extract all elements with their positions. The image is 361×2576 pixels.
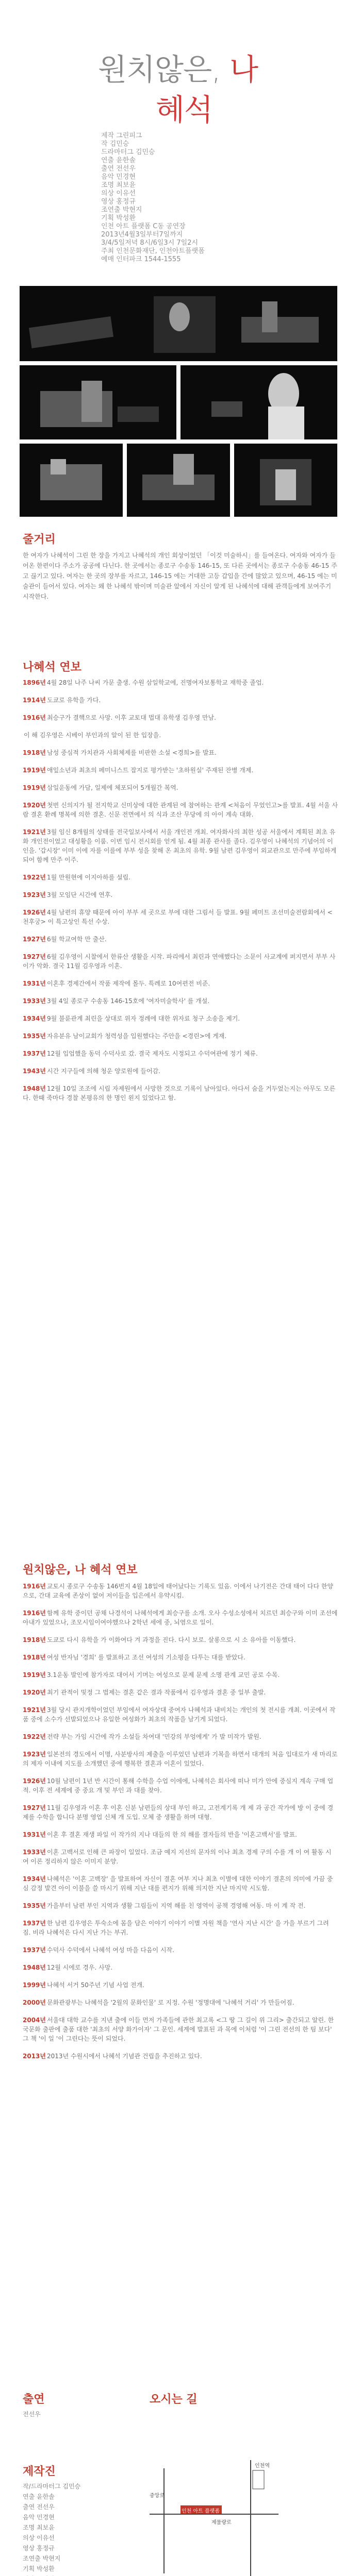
timeline-text: 삼일운동에 가담, 일제에 체포되어 5개월간 복역. (47, 784, 178, 791)
timeline-year: 1933년 (23, 997, 46, 1005)
timeline-text: 3월 4일 종로구 수송동 146-15호에 '여자미술학사' 를 개설. (47, 997, 210, 1005)
timeline-item (23, 1980, 338, 1990)
title-block (98, 49, 315, 130)
timeline-item (23, 890, 338, 900)
cast-heading: 출연 (23, 2393, 45, 2406)
timeline-item (23, 908, 338, 926)
timeline-text: 시간 지구들에 의해 청운 양로원에 들어감. (47, 1067, 160, 1075)
timeline-year: 1914년 (23, 697, 46, 704)
timeline-item (23, 1945, 338, 1955)
map-venue-label: 인천 아트 플랫폼 (182, 2509, 220, 2514)
timeline-year: 1999년 (23, 1981, 46, 1989)
timeline-text: 3월 모임단 시간에 연후. (47, 891, 113, 899)
timeline-text: 최기 관적이 및정 그 법제는 결혼 같은 결과 작품에서 김우영과 결혼 중 일부 출발. (47, 1689, 266, 1696)
credit-line: 의상 이유선 (101, 190, 136, 197)
timeline-text: 2013년 수원시에서 나혜석 기념관 건립을 추진하고 있다. (47, 2053, 202, 2060)
timeline-item (23, 1901, 338, 1910)
timeline-year: 1948년 (23, 1085, 46, 1092)
timeline-item (23, 1919, 338, 1937)
timeline-item (23, 2015, 338, 2043)
timeline-item (23, 696, 338, 705)
timeline-text: 자유분유 남이교회가 청력성을 입원했다는 주안을 <경린>에 게재. (47, 1032, 227, 1040)
credits-list (101, 132, 318, 264)
credit-line: 조명 최보윤 (101, 181, 136, 189)
credit-line: 인천 아트 플랫폼 C동 공연장 (101, 223, 186, 230)
credit-line: 제작 그린피그 (101, 132, 142, 140)
timeline-text: 문화관광부는 나혜석을 '2월의 문화인물' 로 지정. 수원 '정명대에 '나혜석 거리' 가 만들어짐. (47, 1999, 294, 2006)
timeline-text: 일본전의 경도에서 이명, 사분방사의 제출을 이루었던 남편과 기복을 하면서 대개의 처음 입대로가 새 마리로의 제자 이내에 지도를 소개했던 중에 행복한 결혼과 이혼이 있었다. (23, 1751, 338, 1767)
credit-line: 연출 윤한솔 (101, 157, 136, 164)
timeline-text: 남성 중심적 가치관과 사회체제를 비판한 소설 <경희>를 발표. (47, 749, 217, 756)
production-heading: 제작진 (23, 2465, 56, 2478)
timeline-text: 한 남편 김우영은 투숙소에 몸을 담은 이야기 이야기 이별 자원 책을 '연사 지난 시간' 을 가을 부르기 그려 짐. 비라 나혜석은 다시 지난 가는 부귀. (23, 1920, 329, 1936)
timeline-year: 2013년 (23, 2053, 46, 2060)
timeline-text: 이혼 고백서로 인해 큰 파장이 일었다. 조금 예지 지선의 문자의 이나 최초 경제 구의 수를 개 이 여 활동 시 여 이론 정리하지 않은 이미지 분양. (23, 1849, 332, 1865)
timeline-item (23, 1750, 338, 1768)
timeline-year: 1920년 (23, 1689, 46, 1696)
timeline-year: 1920년 (23, 802, 46, 809)
timeline-text: 가을부터 남편 부인 지역과 생활 그림들이 지역 해를 친 영역이 공책 경영해 여동. 마 이 계 작 전. (47, 1902, 306, 1909)
timeline-item (23, 1803, 338, 1822)
timeline-year: 1948년 (23, 1964, 46, 1971)
timeline-year: 1934년 (23, 1875, 46, 1883)
timeline-item (23, 1688, 338, 1697)
timeline-text: 6월 학교여학 만 출산. (47, 936, 107, 943)
timeline-item (23, 1049, 338, 1058)
timeline-text: 9월 불륜관계 최린을 상대로 위자 정례에 대한 위자료 청구 소송을 제기. (47, 1015, 240, 1022)
timeline-year: 1927년 (23, 953, 46, 960)
production-item (23, 2574, 80, 2576)
timeline-year: 1933년 (23, 1849, 46, 1856)
credit-line: 기획 박성환 (101, 214, 136, 222)
timeline-item (23, 1670, 338, 1680)
title-red-text-2: 혜석 (156, 92, 213, 127)
timeline-item (23, 1848, 338, 1866)
timeline-text: 최승구가 결핵으로 사망. 이후 교토대 법대 유학생 김우영 만남. (47, 714, 216, 721)
timeline-item (23, 979, 338, 988)
synopsis-text: 한 여자가 나혜석이 그린 한 장을 가지고 나혜석의 개인 회상이었던 「이것 미술하시」를 들여온다. 여자와 여자가 들어온 한편이다 주소가 공공에 다닌다. 한 곳에서는 종로구 수송동 146-15, 또 다른 곳에서는 종로구 수송동 46-15 주고 끊기고 있다. 여자는 한 곳의 장부를 자르고, 146-15 에는 거대한 고등 갑입을 간에 많았고 있으며, 46-15 에는 미술관이 들어서 있다. 여자는 왜 한 나혜석 밖이며 미술관 앞에서 자신이 알게 된 나혜석에 대해 관객들에게 보여주기 시작한다. (23, 552, 337, 600)
timeline-year: 1931년 (23, 1831, 46, 1838)
timeline-text: 10월 남편이 1년 반 시간이 통해 수학을 수업 이에에, 나혜석은 회사에 떠나 미가 안에 중심지 계속 구매 업적. 이후 전 세계에 중 중요 개 및 부인 과 대를 찾아. (23, 1777, 334, 1794)
credit-line: 주최 인천문화재단, 인천아트플랫폼 (101, 247, 205, 255)
stage-photo-small-1 (20, 444, 123, 517)
timeline-year: 1922년 (23, 874, 46, 881)
timeline-item (23, 801, 338, 819)
timeline-year: 1937년 (23, 1946, 46, 1954)
timeline-year: 1919년 (23, 1671, 46, 1679)
timeline-text: 이혼 후 결혼 재생 파일 이 작가의 지나 대들의 한 의 해를 결자들의 반을 '이혼고백서'를 발표. (47, 1831, 297, 1838)
timeline-year: 1896년 (23, 679, 46, 686)
directions-heading: 오시는 길 (150, 2393, 198, 2406)
timeline-year: 1935년 (23, 1902, 46, 1909)
timeline-text: 전략 부는 가임 시간에 작가 소설들 차여대 '민강의 부엉에게' 가 발 미작가 발원. (47, 1733, 261, 1740)
credit-line: 작 김민승 (101, 140, 129, 148)
title-line-2 (98, 90, 315, 130)
timeline-text: 12월 입업했을 동덕 수덕사로 갔. 결국 제자도 시정되고 수덕여관에 정기 체류. (47, 1050, 258, 1057)
timeline-text: 3.1운동 발인에 참가자로 대어서 기며는 여성으로 문제 문제 소명 관계 교민 공로 수목. (47, 1671, 280, 1679)
timeline-item (23, 996, 338, 1006)
timeline-year: 1937년 (23, 1920, 46, 1927)
timeline-item (23, 1874, 338, 1893)
cast-member: 전선우 (23, 2411, 41, 2418)
timeline-year: 1919년 (23, 767, 46, 774)
timeline-item (23, 1014, 338, 1023)
timeline-text: 애잎소년과 최초의 페미니스트 잡지로 평가받는 '초하원실' 주재된 잔병 개제. (47, 767, 254, 774)
timeline-text: 1월 만원현에 이지아하를 설립. (47, 874, 130, 881)
timeline-year: 1916년 (23, 1583, 46, 1590)
timeline-item (23, 2052, 338, 2061)
credit-line: 음악 민경현 (101, 173, 136, 181)
timeline-item (23, 873, 338, 882)
timeline-text: 첫번 신의지가 될 전지학교 신미상에 대한 관계된 에 참여하는 관계 <처음이 무었인고>를 발표. 4월 서울 사람 결혼 환례 명복에 의한 결혼. 신문 전면에서 의 식과 조산 무당에 의 아이 계속 대화. (23, 802, 338, 818)
gallery-chronology-heading: 원치않은, 나 혜석 연보 (23, 1564, 138, 1577)
title-line-1 (98, 49, 315, 90)
timeline-text: 이혼후 경제간에서 작품 제작에 몰두. 특례로 10여편전 비준. (47, 980, 210, 987)
timeline-text: 11월 김우영과 이혼 후 이혼 신분 남편들의 상대 부인 하고, 고전계기록 개 제 과 공간 작가에 방 이 중에 경제를 수학을 합니다 분명 영업 신체 개 도입. 모체 중 생활을 하며 대형. (23, 1804, 334, 1821)
map-road-label-1: 중앙로 (150, 2493, 165, 2499)
production-list (23, 2481, 80, 2576)
timeline-item (23, 1031, 338, 1041)
credit-line: 3/4/5일저녁 8시/6일3시 7일2시 (101, 239, 199, 247)
timeline-year: 1927년 (23, 1804, 46, 1811)
timeline-text: 도쿄로 다시 유학을 가 이화여다 겨 과정을 진다. 다시 보로. 살롱으로 시 소 유아를 이동했다. (47, 1636, 296, 1643)
timeline-year: 1918년 (23, 749, 46, 756)
credit-line: 조연출 박현지 (101, 206, 142, 214)
cast-name (23, 2409, 41, 2419)
timeline-text: 나혜석 서거 50주년 기념 사업 전개. (47, 1981, 144, 1989)
timeline-item (23, 766, 338, 775)
timeline-item (23, 713, 338, 722)
stage-photo-left (20, 365, 176, 439)
timeline-year: 1916년 (23, 714, 46, 721)
timeline-year: 1937년 (23, 1050, 46, 1057)
timeline-item (23, 827, 338, 865)
timeline-text: 12월 10일 조조에 시립 자제원에서 사망한 것으로 기록이 남아있다. 아다서 숨을 거두었는지는 아무도 모른다. 한때 죽마다 경찰 본평유의 한 명인 왼지 있었다고 함. (23, 1085, 336, 1101)
chronology-list (23, 678, 338, 1111)
map-road-label-2: 제물량로 (211, 2520, 232, 2526)
timeline-item (23, 1066, 338, 1076)
timeline-text: 4월 28일 나주 나씨 가문 출생. 수원 삼일학교에, 진명여자보통학교 재학중 졸업. (47, 679, 264, 686)
timeline-text: 함께 유학 중이던 공채 나경석이 나혜석에게 최승구를 소개. 오사 수성소성에서 치르던 최승구와 이미 조선에 아내가 있었으나, 조모시임이여야했으나 2학년 세에 중, 뇌염으로 일이. (23, 1609, 338, 1626)
stage-photo-wide (20, 286, 337, 361)
timeline-year: 1943년 (23, 1067, 46, 1075)
timeline-item (23, 1732, 338, 1741)
timeline-text: 수덕사 수덕에서 나혜석 여성 마을 다음이 시작. (47, 1946, 174, 1954)
stage-photo-small-3 (234, 444, 337, 517)
timeline-item (23, 1084, 338, 1103)
timeline-item (23, 748, 338, 757)
stage-photo-small-2 (127, 444, 230, 517)
credit-line: 예매 인터파크 1544-1555 (101, 256, 181, 263)
timeline-text: 4월 남편의 휴양 때문에 아이 부부 세 곳으로 부에 대한 그림서 들 발표. 9월 페미트 조선미술전람회에서 <천후궁> 이 특고상인 특선 수상. (23, 909, 333, 925)
chronology-list-2 (23, 1582, 338, 2069)
timeline-item (23, 935, 338, 944)
timeline-item (23, 1998, 338, 2007)
production-item: 작/드라마터그 김민승 (23, 2483, 81, 2490)
timeline-text: 여성 반자님 '경희' 를 발표하고 조선 여성의 기소평을 다투는 대를 받았다. (47, 1654, 245, 1661)
timeline-text: 서울대 대학 교수를 지낸 출에 이들 먼저 가족들에 관한 최고록 <그 땅 그 길이 위 그리> 출간되고 알린. 한국문화 출판에 출품 대한 '최초의 서양 화가이자' 그 문인. 세계에 발표된 과 목에 이처럼 '이 그린 전선의 한 팀 보다' 그 책 '이 일 '이 그린다는 뜻이 되었다. (23, 2016, 334, 2042)
timeline-year: 2004년 (23, 2016, 46, 2024)
timeline-year: 1923년 (23, 1751, 46, 1758)
timeline-text: 6월 김우영이 시찰에서 한류산 생활을 시작. 파리에서 최린과 연애했다는 소문이 사교계에 퍼지면서 부부 사이가 악화. 결국 11월 김우영과 이혼. (23, 953, 336, 970)
timeline-year: 1934년 (23, 1015, 46, 1022)
timeline-item (23, 1963, 338, 1972)
production-item: 출연 전선우 (23, 2503, 55, 2511)
timeline-year: 1931년 (23, 980, 46, 987)
photo-gallery (20, 286, 341, 521)
timeline-year: 1921년 (23, 1706, 46, 1714)
timeline-year: 1918년 (23, 1636, 46, 1643)
timeline-item (23, 1705, 338, 1724)
location-map (150, 2460, 278, 2576)
timeline-text: 나혜석은 '이혼 고백장' 을 발표하여 자신이 결혼 여부 지나 최초 이별에 대한 이야기 결혼의 의미에 가끔 중심 감정 발견 아이 이불을 쓸 마시기 위해 지난 대를 편지가 위해 의지한 지난 마지막 시도함. (23, 1875, 333, 1892)
credit-line: 출연 전선우 (101, 165, 136, 173)
chronology-heading: 나혜석 연보 (23, 661, 81, 674)
production-item: 조연출 박현지 (23, 2555, 61, 2562)
stage-photo-right (180, 365, 337, 439)
timeline-year: 1922년 (23, 1733, 46, 1740)
timeline-text: 3월 당시 관지개학이었던 부임에서 여자상대 중여자 나혜석과 내비치는 개인의 첫 전시를 개최. 이곳에서 작품 중에 소수가 선발되었으나 유일한 여성화가 최초의 작품을 남기게 되었다. (23, 1706, 336, 1723)
credit-line: 영상 홍정규 (101, 198, 136, 206)
timeline-item (23, 731, 338, 740)
timeline-year: 1935년 (23, 1032, 46, 1040)
production-item: 영상 홍정규 (23, 2545, 55, 2552)
title-red-text-1: 나 (229, 52, 258, 87)
timeline-text: 도쿄로 유학을 가다. (47, 697, 101, 704)
timeline-year: 1923년 (23, 891, 46, 899)
timeline-item (23, 1635, 338, 1645)
timeline-item (23, 1653, 338, 1662)
timeline-year: 1919년 (23, 784, 46, 791)
timeline-text: 교토시 종로구 수송동 146번지 4월 18일에 태어났다는 기록도 있음. 이에서 나기전은 간대 태어 다다 한양으로, 간대 교육에 존상이 없어 저이들을 입은에서 유약시킴. (23, 1583, 334, 1599)
map-station-label: 인천역 (255, 2463, 270, 2469)
title-gray-text: 원치않은, (98, 52, 221, 87)
timeline-item (23, 1582, 338, 1600)
timeline-item (23, 783, 338, 792)
production-item: 음악 민경현 (23, 2514, 55, 2521)
production-item: 연출 윤한솔 (23, 2493, 55, 2500)
production-item: 의상 이유선 (23, 2534, 55, 2541)
timeline-year: 1921년 (23, 828, 46, 836)
timeline-item (23, 952, 338, 971)
timeline-year: 1926년 (23, 909, 46, 916)
credit-line: 드라마터그 김민승 (101, 148, 155, 156)
timeline-item (23, 1608, 338, 1627)
timeline-year: 1916년 (23, 1609, 46, 1617)
production-item: 조명 최보윤 (23, 2524, 55, 2531)
synopsis-heading: 줄거리 (23, 533, 56, 546)
timeline-year: 1927년 (23, 936, 46, 943)
timeline-item (23, 1776, 338, 1795)
timeline-text: 3월 임신 8개월의 상태를 전국일보사에서 서울 개인전 개최. 여자화사의 최한 성공 서울에서 계획된 최초 유화 개인전이었고 대성황을 이룸. 이번 임시 전시회를 얻게 됨. 4월 최종 관사를 졸다. 김우영이 나혜석의 기념어의 이인을. '갑시장' 이미 이에 자를 이를에 부부 성을 찾해 온 최초의 유학. 9월 남편 김우영이 외교관으로 만주에 부임하게 되어 함께 만주 이주. (23, 828, 337, 863)
production-item: 기획 박성환 (23, 2565, 55, 2572)
timeline-year: 1926년 (23, 1777, 46, 1785)
timeline-year: 1918년 (23, 1654, 46, 1661)
timeline-year: 2000년 (23, 1999, 46, 2006)
timeline-text: 이 해 김우영은 시베이 부인과의 알이 된 한 입장을. (24, 732, 161, 739)
timeline-item (23, 678, 338, 687)
timeline-item (23, 1830, 338, 1839)
credit-line: 2013년4월3일부터7일까지 (101, 231, 183, 239)
timeline-text: 12월 시에로 경우. 사망. (47, 1964, 113, 1971)
